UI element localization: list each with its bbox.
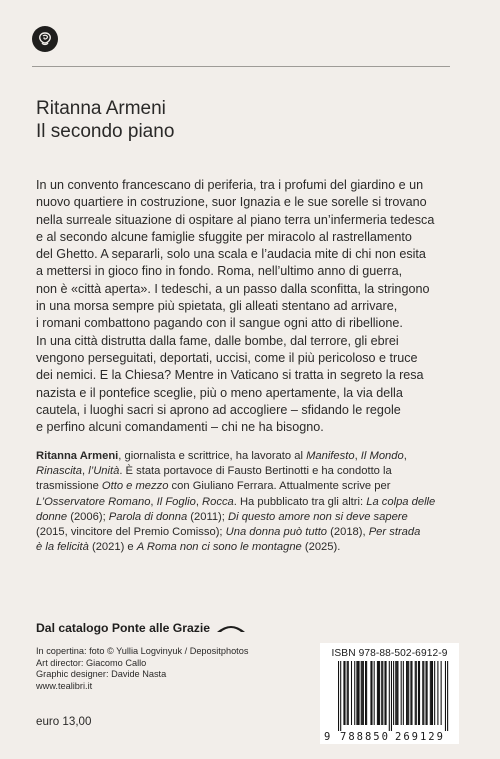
blurb-line: in una morsa sempre più spietata, gli alleati stentano ad arrivare, [36,299,398,314]
bio-line [36,495,464,510]
barcode-bar [370,661,371,725]
barcode-bar [403,661,404,725]
barcode-icon [324,661,455,733]
bio-text: , [150,495,157,508]
blurb-line: vengono perseguitati, deportati, uccisi, come il più pericoloso e truce [36,350,418,365]
barcode-bar [389,661,390,731]
blurb-line: e al secondo alcune famiglie sfuggite per miracolo al rastrellamento [36,229,412,244]
barcode-bar [410,661,411,725]
bio-work: Una donna può tutto [225,526,328,539]
blurb-line: In una città distrutta dalla fame, dalle bombe, dal terrore, gli ebrei [36,333,399,348]
bio-text: . Ha pubblicato tra gli altri: [233,495,367,508]
catalog-heading [36,621,246,635]
bio-work: Rinascita [36,465,83,478]
blurb-line: a mettersi in gioco fino in fondo. Roma, nell’ultimo anno di guerra, [36,264,403,279]
bio-work: Rocca [202,495,234,508]
credit-line: Art director: Giacomo Callo [36,657,147,668]
barcode-bar [384,661,385,725]
catalog-label: Dal catalogo Ponte alle Grazie [36,621,211,635]
bio-text: , [82,465,89,478]
bio-work: donne [36,510,68,523]
barcode-bar [340,661,341,731]
bio-text: trasmissione [36,480,102,493]
blurb-text [36,177,464,436]
bio-work: Di questo amore non si deve sapere [228,510,408,523]
barcode-bar [344,661,345,725]
bio-text: , [403,450,407,462]
blurb-line: e perfino alcuni comandamenti – chi ne ha bisogno. [36,420,324,435]
bio-work: La colpa delle [366,495,436,508]
isbn-label: ISBN 978-88-502-6912-9 [331,648,448,659]
bio-text: , [195,495,203,508]
barcode-bar [365,661,366,725]
barcode-bar [441,661,442,725]
barcode-bar [347,661,348,725]
barcode-bar [430,661,431,725]
barcode-bar [397,661,398,725]
bio-work: A Roma non ci sono le montagne [136,541,302,554]
barcode-bar [348,661,349,725]
bio-text: (2021) e [88,541,137,554]
bio-text: , [354,450,361,462]
rose-logo-icon [36,31,54,47]
book-title: Il secondo piano [36,121,175,142]
author-name: Ritanna Armeni [36,98,166,119]
barcode-bar [411,661,412,725]
barcode-bar [431,661,432,725]
barcode-bar [359,661,360,725]
bio-line [36,464,464,479]
bio-work: l’Unità [88,465,120,478]
barcode-bar [415,661,416,725]
barcode-bar [425,661,426,725]
bio-text: (2018), [327,526,369,539]
barcode-bar [374,661,375,725]
barcode-bar [423,661,424,725]
barcode-digit-first: 9 [324,731,331,743]
bio-work: è la felicità [36,541,89,554]
barcode-bar [357,661,358,725]
blurb-line: del Ghetto. A separarli, solo una scala e l’audacia mite di chi non esita [36,247,426,262]
author-bio [36,449,464,555]
bio-text: . È stata portavoce di Fausto Bertinotti e ha condotto la [119,465,392,478]
header-divider [32,66,450,67]
barcode-bar [391,661,392,731]
barcode-bar [407,661,408,725]
bio-line [36,479,464,494]
barcode-bar [378,661,379,725]
blurb-line: dei nemici. E la Chiesa? Mentre in Vaticano si tratta in segreto la resa [36,368,424,383]
blurb-line: i romani combattono pagando con il sangue ogni atto di ribellione. [36,316,403,331]
barcode-bar [401,661,402,725]
bridge-icon [216,623,246,633]
bio-line [36,540,464,555]
blurb-line: In un convento francescano di periferia, tra i profumi del giardino e un [36,178,424,192]
barcode-bar [395,661,396,725]
barcode-bar [393,661,394,725]
bio-text: (2015, vincitore del Premio Comisso); [36,526,226,539]
credits [36,646,248,692]
blurb-line: nella surreale situazione di ospitare al piano terra un’infermeria tedesca [36,212,435,227]
barcode-digits-left: 788850 [340,731,390,743]
barcode-bar [437,661,438,725]
barcode-bar [432,661,433,725]
bio-line [36,525,464,540]
bio-work: L’Osservatore Romano [36,495,151,508]
bio-work: Per strada [368,526,421,539]
isbn-barcode-box [320,643,459,744]
bio-work: Il Mondo [360,450,404,462]
barcode-bar [381,661,382,725]
bio-text: con Giuliano Ferrara. Attualmente scrive per [168,480,391,493]
bio-line [36,449,464,464]
bio-text: (2025). [301,541,341,554]
bio-line [36,510,464,525]
price: euro 13,00 [36,715,92,728]
barcode-bar [447,661,448,731]
barcode-bar [427,661,428,725]
barcode-bar [434,661,435,725]
barcode-bar [422,661,423,725]
barcode-bar [361,661,362,725]
bio-work: Otto e mezzo [101,480,169,493]
blurb-line: non è «città aperta». I tedeschi, a un passo dalla sconfitta, la stringono [36,281,430,296]
barcode-bar [366,661,367,725]
barcode-bar [371,661,372,725]
barcode-bar [356,661,357,725]
barcode-bar [354,661,355,725]
bio-text: , giornalista e scrittrice, ha lavorato al [118,450,307,462]
barcode-bar [416,661,417,725]
barcode-bar [408,661,409,725]
barcode-bar [377,661,378,725]
blurb-line: nuovo quartiere in costruzione, suor Ignazia e le sue sorelle si trovano [36,195,427,210]
barcode-bar [406,661,407,725]
barcode-bar [445,661,446,731]
bio-work: Il Foglio [156,495,196,508]
bio-text: (2011); [187,510,229,523]
bio-text: (2006); [67,510,109,523]
credit-line: In copertina: foto © Yullia Logvinyuk / Depositphotos [36,646,249,656]
barcode-bar [351,661,352,725]
bio-work: Parola di donna [108,510,188,523]
bio-author-name: Ritanna Armeni [36,450,119,462]
credit-line: Graphic designer: Davide Nasta [36,669,167,680]
barcode-bar [418,661,419,725]
publisher-logo [32,26,58,52]
barcode-bar [382,661,383,725]
barcode-bar [362,661,363,725]
barcode-bar [338,661,339,731]
barcode-bar [379,661,380,725]
barcode-bar [396,661,397,725]
barcode-digits-right: 269129 [395,731,445,743]
barcode-bar [363,661,364,725]
barcode-bar [343,661,344,725]
blurb-line: cautela, i luoghi sacri si aprono ad accogliere – sfidando le regole [36,402,401,417]
publisher-url: www.tealibri.it [36,680,93,691]
barcode-bar [419,661,420,725]
blurb-line: nazista e il pontefice sceglie, più o meno apertamente, la via della [36,385,403,400]
bio-work: Manifesto [306,450,355,462]
barcode-bar [386,661,387,725]
